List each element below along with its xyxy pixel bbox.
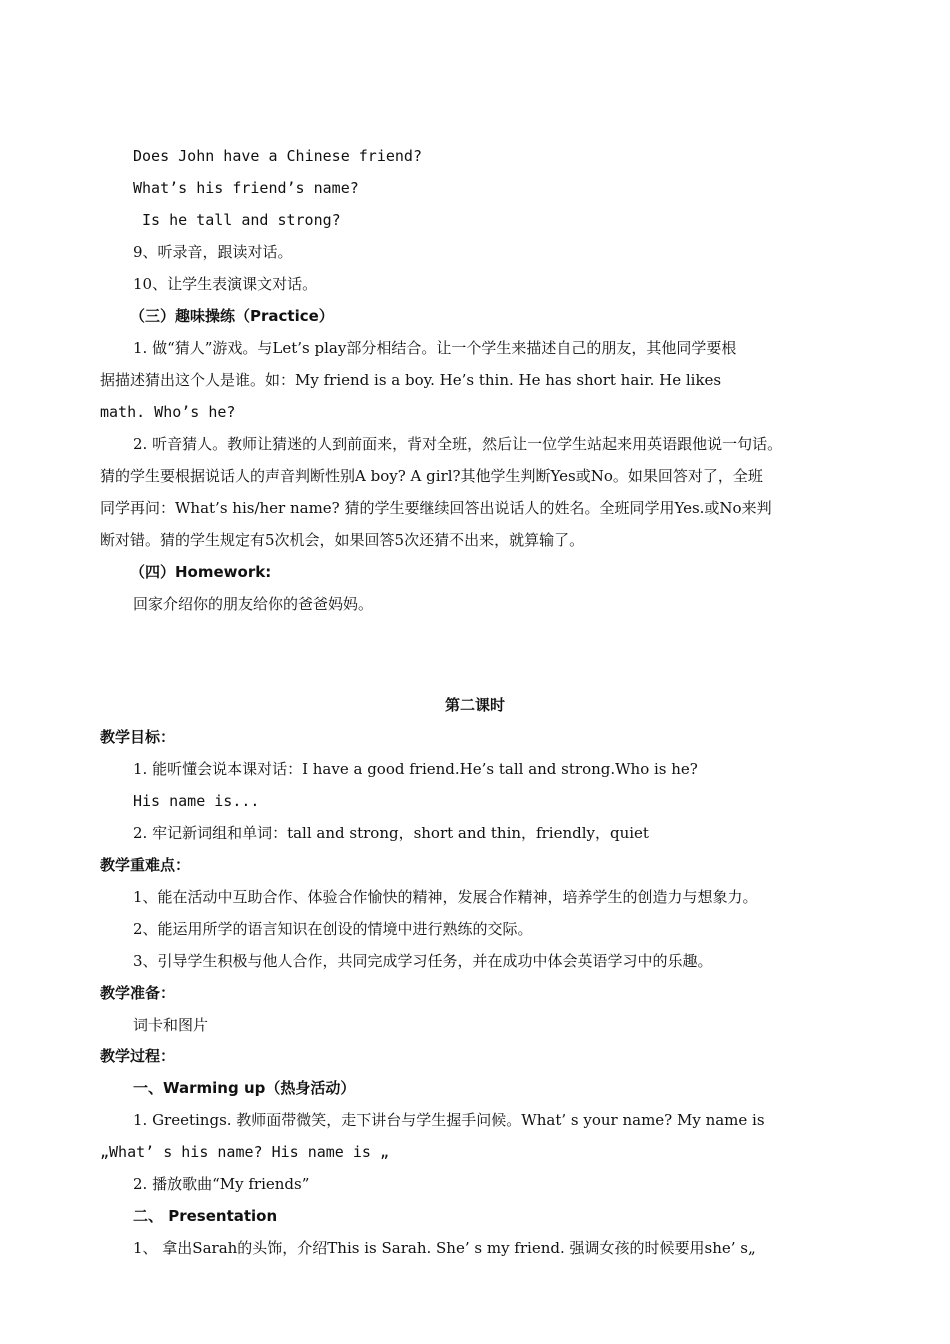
section-heading: 教学过程： (100, 1047, 176, 1065)
text-line: 2、能运用所学的语言知识在创设的情境中进行熟练的交际。 (133, 920, 533, 938)
section-heading: 教学重难点： (100, 856, 191, 874)
text-line: 1、能在活动中互助合作、体验合作愉快的精神，发展合作精神，培养学生的创造力与想象力。 (133, 888, 758, 906)
lesson-title: 第二课时 (444, 696, 505, 714)
section-heading: 教学目标： (100, 728, 176, 746)
text-line: 回家介绍你的朋友给你的爸爸妈妈。 (133, 595, 374, 613)
text-line: 10、让学生表演课文对话。 (133, 275, 318, 293)
section-heading: （四）Homework: (130, 563, 272, 581)
text-line: 1. 能听懂会说本课对话：I have a good friend.He’s tall and strong.Who is he? (133, 760, 698, 778)
text-line: 1. Greetings. 教师面带微笑，走下讲台与学生握手问候。What’ s your name? My name is (133, 1111, 765, 1129)
text-line: 据描述猜出这个人是谁。如：My friend is a boy. He’s thin. He has short hair. He likes (100, 371, 722, 389)
text-line: What’s his friend’s name? (133, 179, 359, 197)
text-line: 2. 牢记新词组和单词：tall and strong，short and thin，friendly，quiet (133, 824, 649, 842)
text-line: 猜的学生要根据说话人的声音判断性别A boy? A girl?其他学生判断Yes或No。如果回答对了，全班 (100, 467, 763, 485)
text-line: 9、听录音，跟读对话。 (133, 243, 293, 261)
text-line: Does John have a Chinese friend? (133, 147, 422, 165)
text-line: „What’ s his name? His name is „ (100, 1143, 389, 1161)
text-line: 3、引导学生积极与他人合作，共同完成学习任务，并在成功中体会英语学习中的乐趣。 (133, 952, 713, 970)
text-line: His name is... (133, 792, 260, 810)
text-line: 2. 听音猜人。教师让猜迷的人到前面来，背对全班，然后让一位学生站起来用英语跟他说一句话。 (133, 435, 783, 453)
section-heading: 教学准备： (100, 984, 176, 1002)
text-line: 1. 做“猜人”游戏。与Let’s play部分相结合。让一个学生来描述自己的朋友，其他同学要根 (133, 339, 737, 357)
text-line: math. Who’s he? (100, 403, 236, 421)
section-heading: 二、 Presentation (133, 1207, 278, 1225)
section-heading: （三）趣味操练（Practice） (130, 307, 334, 325)
text-line: 同学再问：What’s his/her name? 猜的学生要继续回答出说话人的姓名。全班同学用Yes.或No来判 (100, 499, 772, 517)
text-line: 1、 拿出Sarah的头饰，介绍This is Sarah. She’ s my friend. 强调女孩的时候要用she’ s„ (133, 1239, 756, 1257)
section-heading: 一、Warming up（热身活动） (133, 1079, 356, 1097)
text-line: 词卡和图片 (133, 1016, 209, 1034)
text-line: 断对错。猜的学生规定有5次机会，如果回答5次还猜不出来，就算输了。 (100, 531, 585, 549)
text-line: Is he tall and strong? (142, 211, 341, 229)
text-line: 2. 播放歌曲“My friends” (133, 1175, 310, 1193)
